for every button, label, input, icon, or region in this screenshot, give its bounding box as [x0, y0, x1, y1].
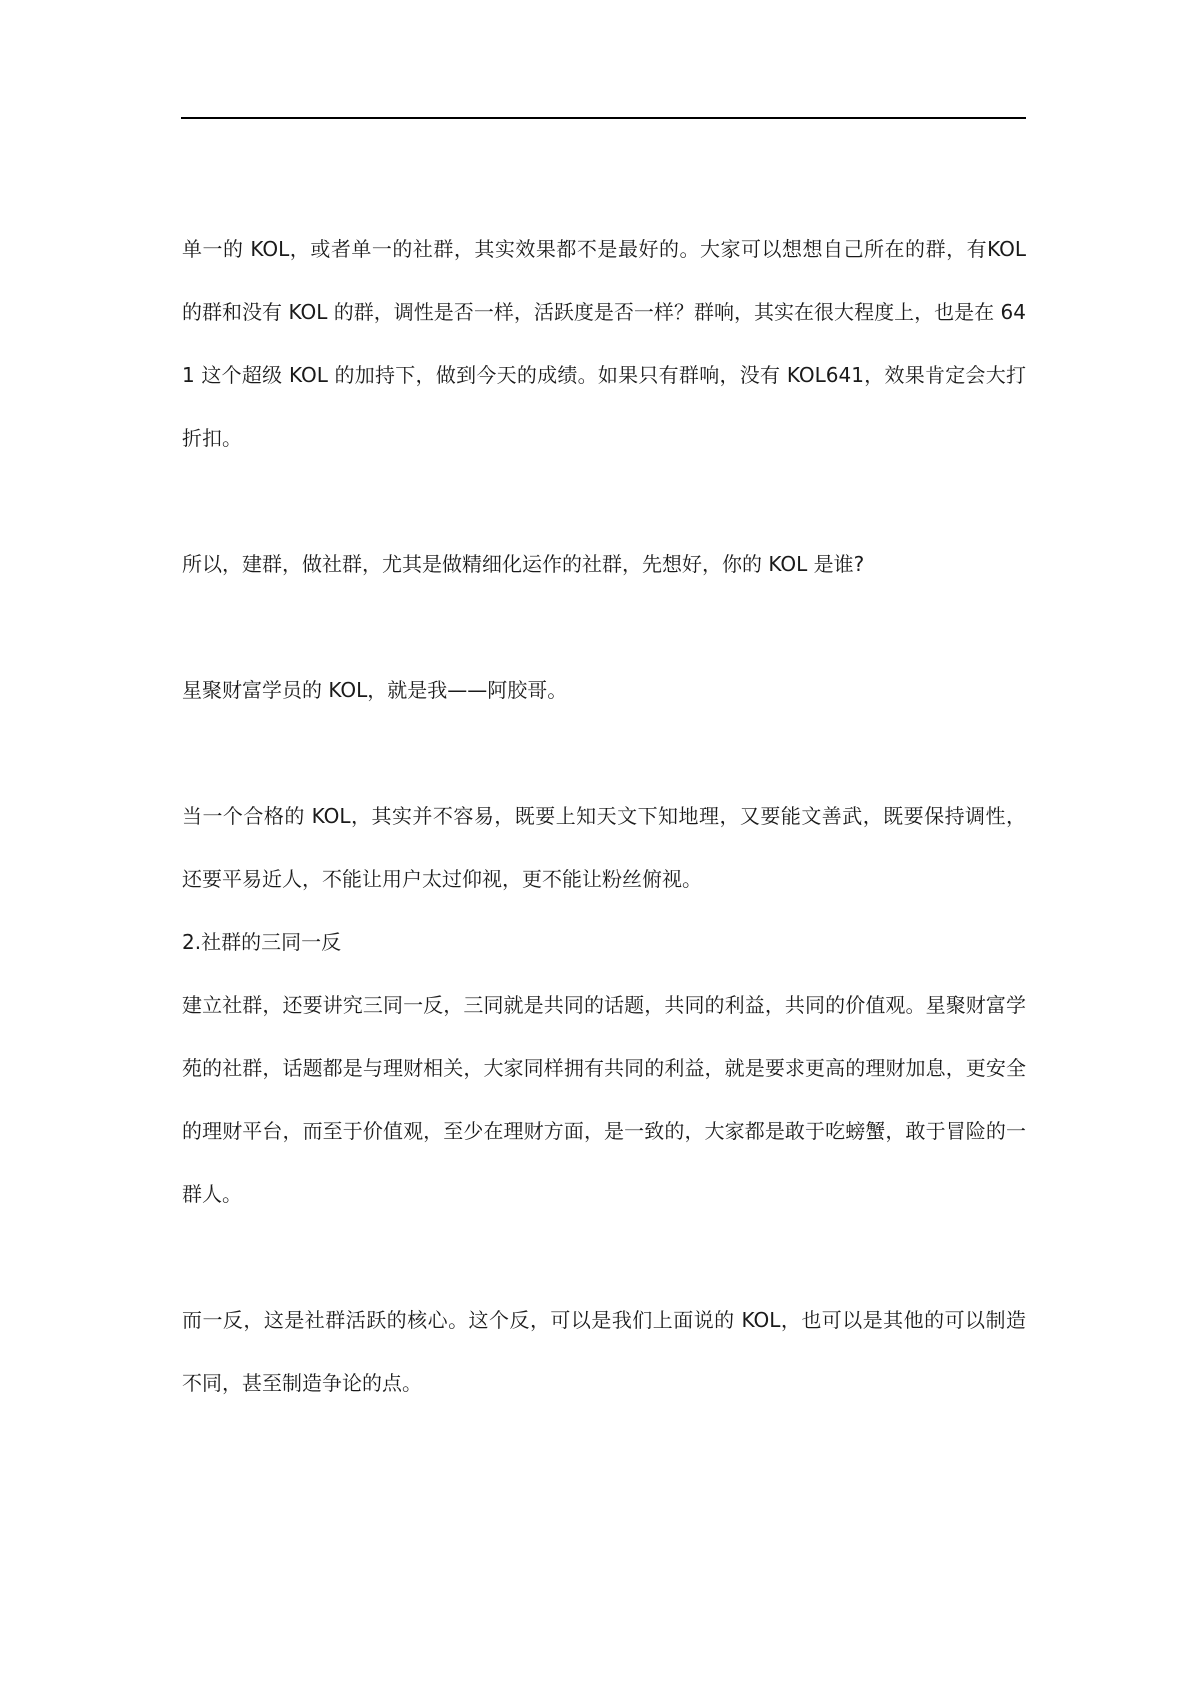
paragraph-one-different: 而一反，这是社群活跃的核心。这个反，可以是我们上面说的 KOL，也可以是其他的可以制造不同，甚至制造争论的点。 — [182, 1308, 1026, 1395]
paragraph-spacer — [182, 722, 1026, 785]
paragraph-who-is-kol: 所以，建群，做社群，尤其是做精细化运作的社群，先想好，你的 KOL 是谁? — [182, 552, 865, 576]
paragraph-kol-intro: 单一的 KOL，或者单一的社群，其实效果都不是最好的。大家可以想想自己所在的群，有KOL 的群和没有 KOL 的群，调性是否一样，活跃度是否一样？群响，其实在很大程度上，也是在 641 这个超级 KOL 的加持下，做到今天的成绩。如果只有群响，没有 KOL641，效果肯定会大打折扣。 — [182, 237, 1026, 450]
document-body — [182, 218, 1026, 1415]
paragraph-xingju-kol: 星聚财富学员的 KOL，就是我——阿胶哥。 — [182, 678, 568, 702]
paragraph-spacer — [182, 596, 1026, 659]
paragraph-spacer — [182, 470, 1026, 533]
paragraph-qualified-kol: 当一个合格的 KOL，其实并不容易，既要上知天文下知地理，又要能文善武，既要保持调性，还要平易近人，不能让用户太过仰视，更不能让粉丝俯视。 — [182, 804, 1026, 891]
header-divider — [181, 117, 1026, 119]
section-heading: 2.社群的三同一反 — [182, 930, 342, 954]
paragraph-spacer — [182, 1226, 1026, 1289]
paragraph-three-same: 建立社群，还要讲究三同一反，三同就是共同的话题，共同的利益，共同的价值观。星聚财富学苑的社群，话题都是与理财相关，大家同样拥有共同的利益，就是要求更高的理财加息，更安全的理财平台，而至于价值观，至少在理财方面，是一致的，大家都是敢于吃螃蟹，敢于冒险的一群人。 — [182, 993, 1026, 1206]
